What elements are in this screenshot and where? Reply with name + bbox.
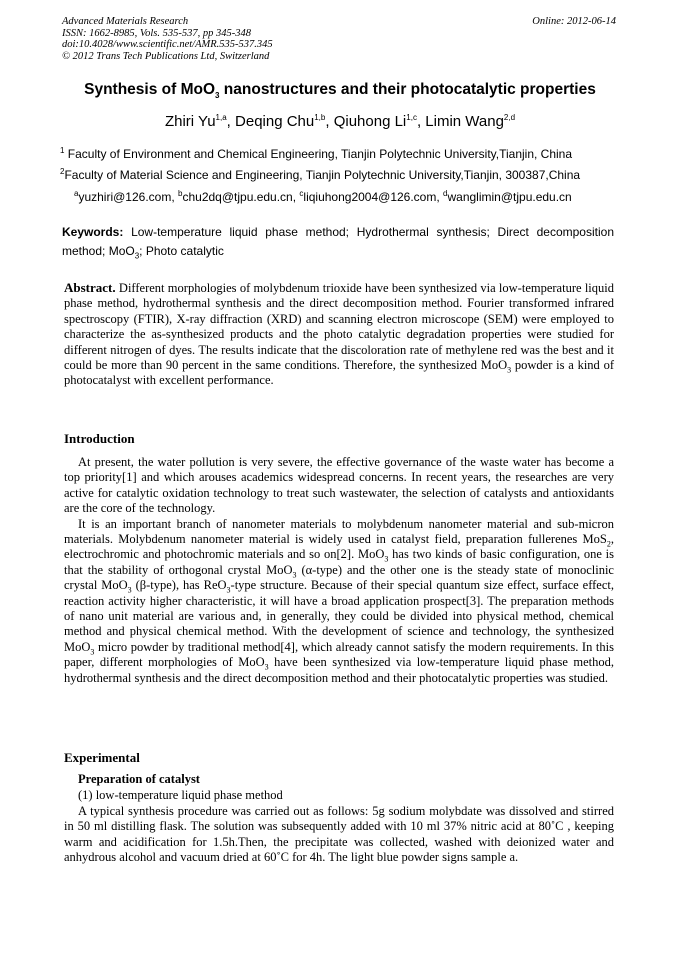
title-text-1: Synthesis of MoO [84,81,216,98]
journal-name: Advanced Materials Research [62,16,189,27]
author-4: Limin Wang$^{2,d}$ [425,113,516,130]
paper-title [40,81,640,99]
introduction-body [64,455,614,686]
keywords-label: Keywords: [62,225,124,239]
title-text-2: nanostructures and their photocatalytic properties [219,81,596,98]
email-c[interactable]: $^c$liqiuhong2004@126.com, [299,189,444,204]
introduction-heading: Introduction [64,431,135,446]
abstract: Abstract. Different morphologies of molybdenum trioxide have been synthesized via low-temperature liquid phase method, hydrothermal synthesis and the direct decomposition method. Fourier transformed infrared spectroscopy (FTIR), X-ray diffraction (XRD) and scanning electron microscope (SEM) were employed to characterize the as-synthesized products and the photo catalytic degradation properties were studied for different nitrogen of dyes. The results indicate that the discoloration rate of methylene red was the best and it could be more than 90 percent in the same conditions. Therefore, the synthesized MoO$_3$ powder is a kind of photocatalyst with excellent performance. [64,280,614,388]
doi-line: doi:10.4028/www.scientific.net/AMR.535-537.345 [62,39,273,50]
author-1: Zhiri Yu$^{1,a}$, [164,113,236,130]
author-3: Qiuhong Li$^{1,c}$, [333,113,426,130]
copyright-line: © 2012 Trans Tech Publications Ltd, Switzerland [62,50,270,62]
email-b[interactable]: $^b$chu2dq@tjpu.edu.cn, [178,189,300,204]
author-list [40,113,640,130]
intro-paragraph-2: It is an important branch of nanometer materials to molybdenum nanometer material and sub-micron materials. Molybdenum nanometer material is widely used in catalyst field, preparation fullerenes MoS$_2$, electrochromic and photochromic materials and so on[2]. MoO$_3$ has two kinds of basic configuration, one is that the stability of orthogonal crystal MoO$_3$ (α-type) and the other one is the steady state of monoclinic crystal MoO$_3$ (β-type), has ReO$_3$-type structure. Because of their special quantum size effect, surface effect, reaction activity higher characteristic, it will have a broad application prospect[3]. The preparation methods of nano unit material are various and, in generally, they could be divided into physical method, chemical method and physical chemical method. With the development of science and technology, the synthesized MoO$_3$ micro powder by traditional method[4], which already cannot satisfy the modern requirements. In this paper, different morphologies of MoO$_3$ have been synthesized via low-temperature liquid phase method, hydrothermal synthesis and the direct decomposition method and their photocatalytic properties was studied. [64,516,615,685]
email-d[interactable]: $^d$wanglimin@tjpu.edu.cn [443,189,572,204]
journal-header [62,16,616,62]
experimental-body [64,804,614,866]
abstract-label: Abstract. [64,280,116,295]
experimental-heading: Experimental [64,750,140,765]
intro-paragraph-1: At present, the water pollution is very severe, the effective governance of the waste water has become a top priority[1] and which arouses academics widespread concerns. In recent years, the researches are very active for catalytic oxidation technology to treat such wastewater, the selection of catalysts and antioxidants are the core of the technology. [64,455,614,516]
affiliation-2: $^2$Faculty of Material Science and Engineering, Tianjin Polytechnic University,Tianjin, 300387,China [60,167,581,182]
online-date: Online: 2012-06-14 [532,16,616,27]
email-list [74,190,634,204]
method-item: (1) low-temperature liquid phase method [78,788,283,802]
experimental-paragraph-1: A typical synthesis procedure was carried out as follows: 5g sodium molybdate was dissolved and stirred in 50 ml distilling flask. The solution was subsequently added with 10 ml 37% nitric acid at 80˚C , keeping warm and acidification for 1.5h.Then, the precipitate was collected, washed with deionized water and anhydrous alcohol and vacuum dried at 60˚C for 4h. The light blue powder signs sample a. [64,804,614,865]
issn-line: ISSN: 1662-8985, Vols. 535-537, pp 345-348 [62,27,251,39]
preparation-subheading: Preparation of catalyst [78,772,200,786]
affiliation-1: $^1$ Faculty of Environment and Chemical Engineering, Tianjin Polytechnic University,Tianjin, China [60,146,573,161]
author-2: Deqing Chu$^{1,b}$, [235,113,334,130]
title-subscript: 3 [215,91,220,101]
keywords: Keywords: Low-temperature liquid phase method; Hydrothermal synthesis; Direct decomposition method; MoO$_3$; Photo catalytic [62,225,614,261]
email-a[interactable]: $^a$yuzhiri@126.com, [74,189,179,204]
